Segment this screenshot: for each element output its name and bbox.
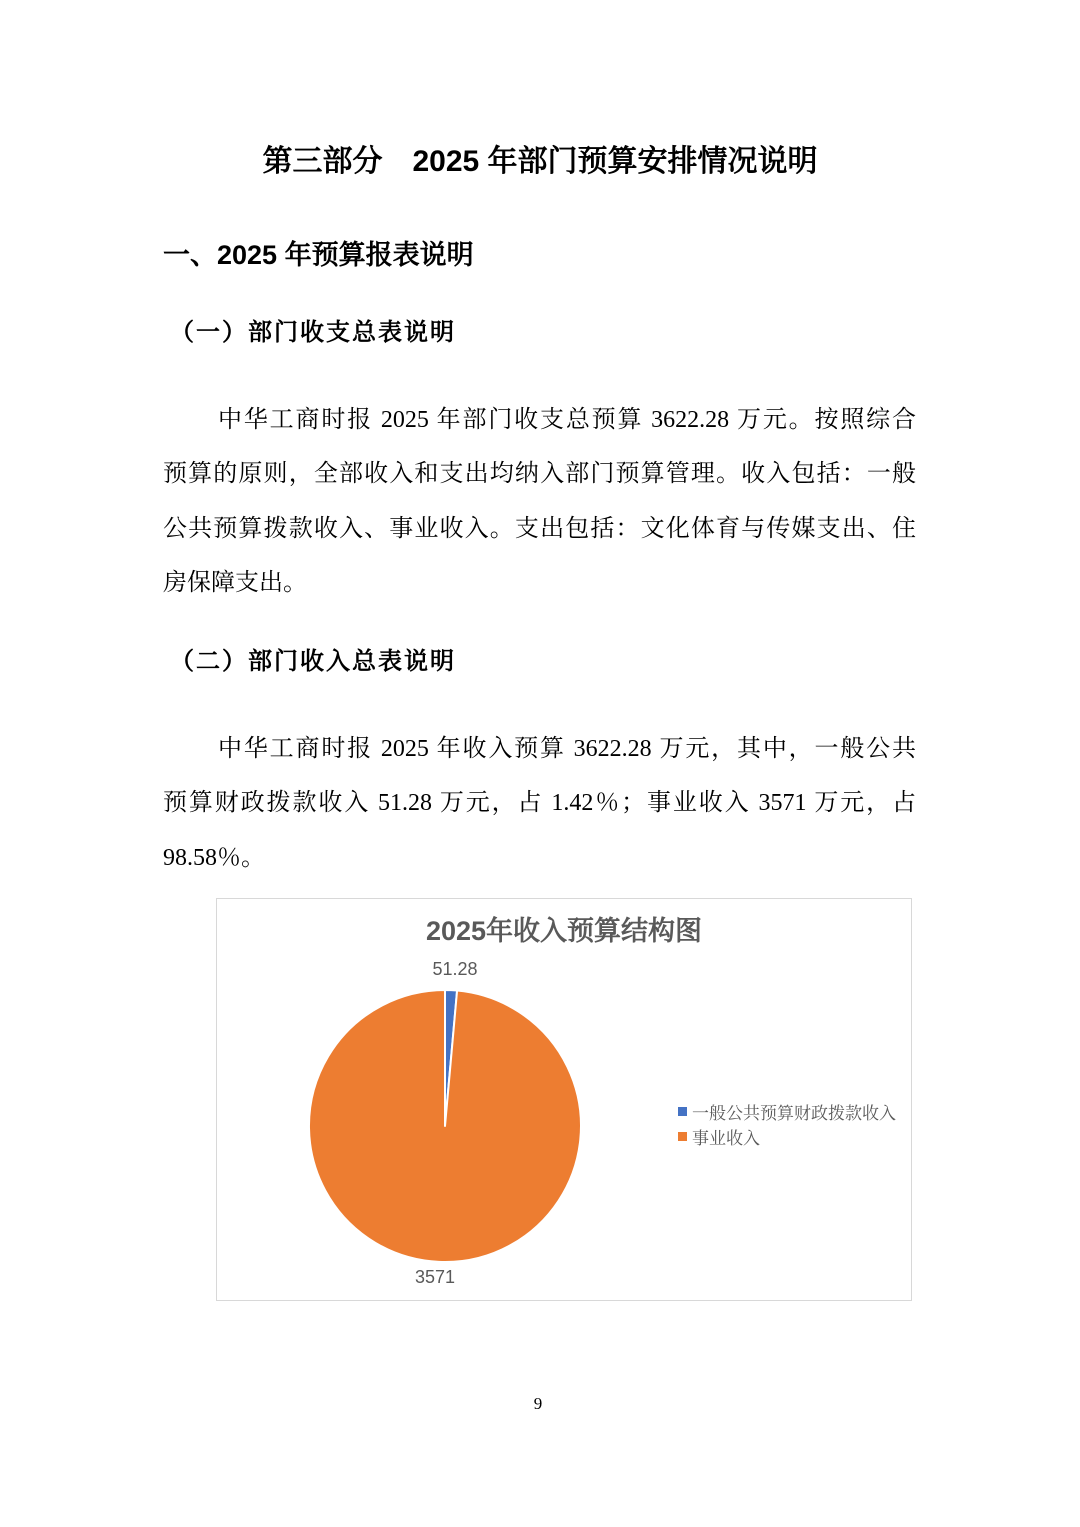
- paragraph-line: 预算财政拨款收入 51.28 万元，占 1.42％；事业收入 3571 万元，占: [163, 790, 916, 817]
- legend-swatch-icon: [678, 1132, 687, 1141]
- document-title: 第三部分 2025 年部门预算安排情况说明: [262, 145, 818, 178]
- paragraph-line: 98.58％。: [163, 844, 265, 871]
- paragraph-line: 预算的原则，全部收入和支出均纳入部门预算管理。收入包括：一般: [163, 461, 916, 488]
- pie-slice-1: [309, 990, 581, 1262]
- chart-title: 2025年收入预算结构图: [425, 916, 703, 946]
- paragraph-line: 中华工商时报 2025 年部门收支总预算 3622.28 万元。按照综合: [218, 407, 916, 433]
- pie-data-label-blue: 51.28: [432, 959, 478, 979]
- paragraph-line: 房保障支出。: [163, 570, 307, 597]
- paragraph-1: [163, 393, 916, 611]
- legend-swatch-icon: [678, 1107, 687, 1116]
- chart-legend: [678, 1099, 896, 1149]
- paragraph-line: 中华工商时报 2025 年收入预算 3622.28 万元，其中，一般公共: [218, 736, 916, 762]
- legend-item: [678, 1124, 896, 1149]
- paragraph-2: [163, 722, 916, 885]
- subsection-heading-2: （二）部门收入总表说明: [170, 649, 456, 675]
- legend-item: [678, 1099, 896, 1124]
- pie-chart-frame: [216, 898, 912, 1301]
- pie-data-label-orange: 3571: [414, 1267, 456, 1287]
- subsection-heading-1: （一）部门收支总表说明: [170, 320, 456, 346]
- page-number: 9: [533, 1394, 543, 1413]
- paragraph-line: 公共预算拨款收入、事业收入。支出包括：文化体育与传媒支出、住: [163, 515, 916, 542]
- section-heading-level1: 一、2025 年预算报表说明: [163, 240, 474, 270]
- legend-label: 一般公共预算财政拨款收入: [692, 1104, 896, 1123]
- legend-label: 事业收入: [692, 1129, 760, 1148]
- pie-chart: [303, 984, 587, 1268]
